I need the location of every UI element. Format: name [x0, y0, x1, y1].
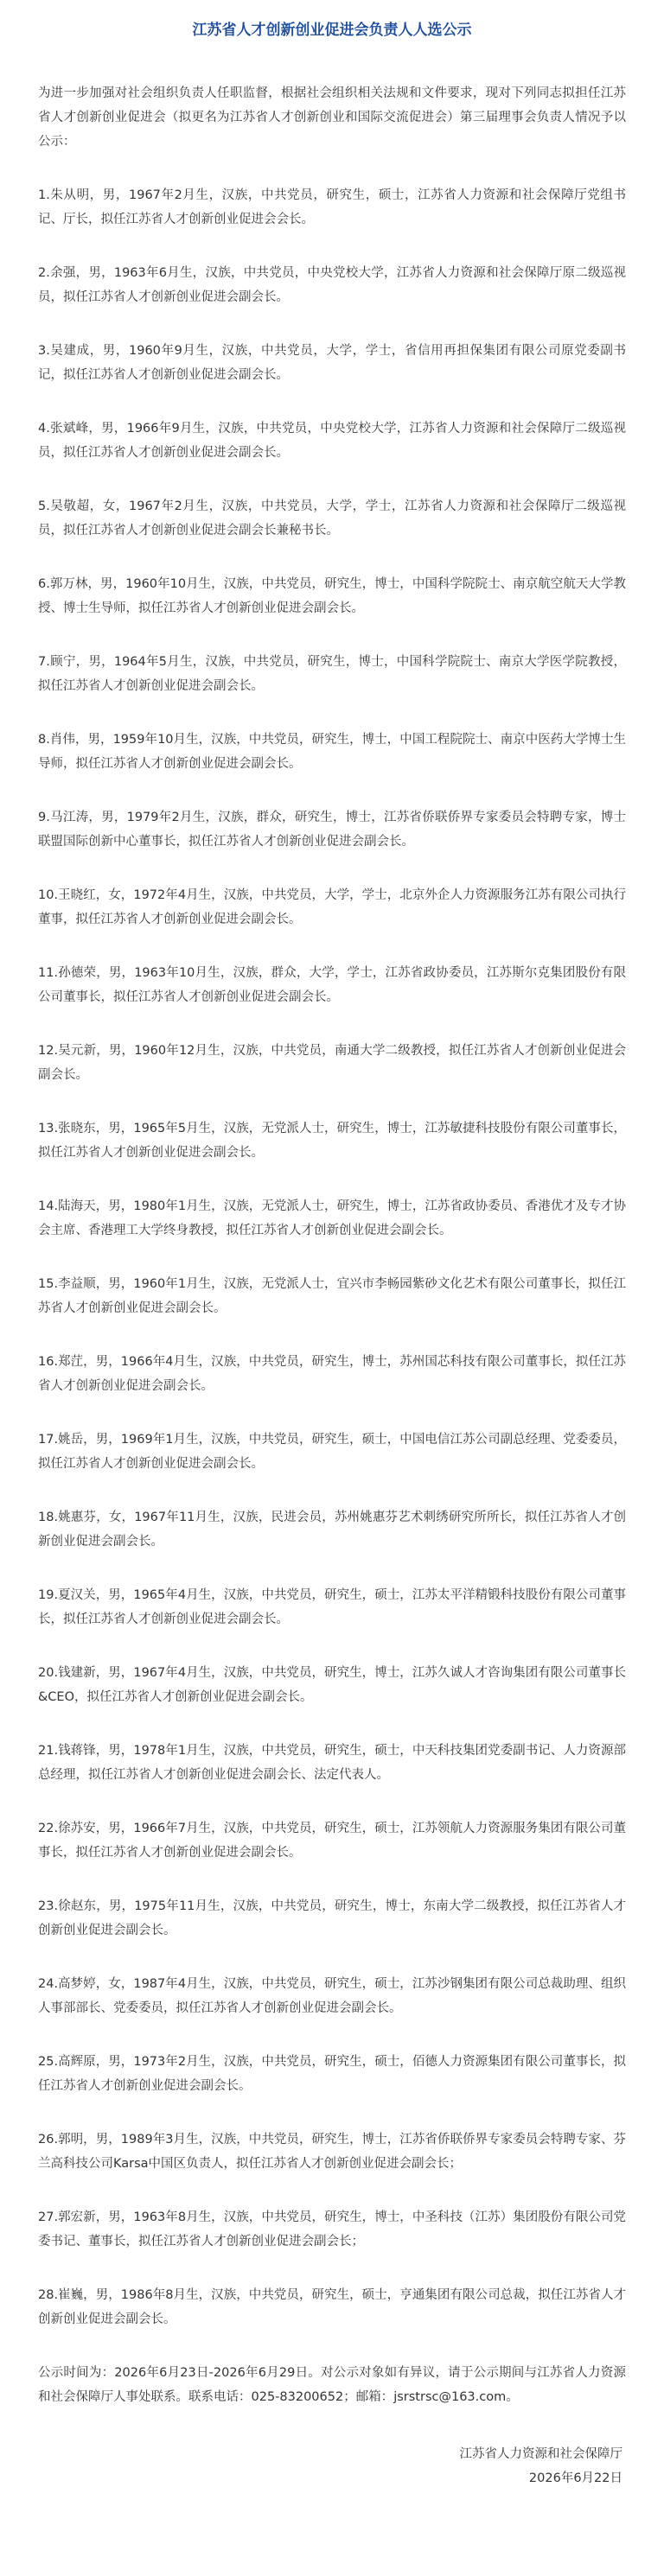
candidate-list: [38, 183, 626, 2331]
candidate-entry: 6.郭万林，男，1960年10月生，汉族，中共党员，研究生，博士，中国科学院院士、南京航空航天大学教授、博士生导师，拟任江苏省人才创新创业促进会副会长。: [38, 577, 626, 615]
candidate-entry: 26.郭明，男，1989年3月生，汉族，中共党员，研究生，博士，江苏省侨联侨界专家委员会特聘专家、芬兰高科技公司Karsa中国区负责人，拟任江苏省人才创新创业促进会副会长；: [38, 2133, 626, 2171]
candidate-entry: 7.顾宁，男，1964年5月生，汉族，中共党员，研究生，博士，中国科学院院士、南京大学医学院教授，拟任江苏省人才创新创业促进会副会长。: [38, 655, 626, 693]
candidate-entry: 12.吴元新，男，1960年12月生，汉族，中共党员，南通大学二级教授，拟任江苏省人才创新创业促进会副会长。: [38, 1044, 626, 1082]
candidate-entry: 20.钱建新，男，1967年4月生，汉族，中共党员，研究生，博士，江苏久诚人才咨询集团有限公司董事长&CEO，拟任江苏省人才创新创业促进会副会长。: [38, 1666, 626, 1704]
candidate-entry: 1.朱从明，男，1967年2月生，汉族，中共党员，研究生，硕士，江苏省人力资源和社会保障厅党组书记、厅长，拟任江苏省人才创新创业促进会会长。: [38, 188, 626, 226]
candidate-entry: 28.崔巍，男，1986年8月生，汉族，中共党员，研究生，硕士，亨通集团有限公司总裁，拟任江苏省人才创新创业促进会副会长。: [38, 2288, 626, 2326]
candidate-entry: 19.夏汉关，男，1965年4月生，汉族，中共党员，研究生，硕士，江苏太平洋精锻科技股份有限公司董事长，拟任江苏省人才创新创业促进会副会长。: [38, 1588, 626, 1626]
candidate-entry: 2.余强，男，1963年6月生，汉族，中共党员，中央党校大学，江苏省人力资源和社会保障厅原二级巡视员，拟任江苏省人才创新创业促进会副会长。: [38, 266, 626, 304]
candidate-entry: 27.郭宏新，男，1963年8月生，汉族，中共党员，研究生，博士，中圣科技（江苏）集团股份有限公司党委书记、董事长，拟任江苏省人才创新创业促进会副会长；: [38, 2210, 626, 2248]
candidate-entry: 25.高辉原，男，1973年2月生，汉族，中共党员，研究生，硕士，佰德人力资源集团有限公司董事长，拟任江苏省人才创新创业促进会副会长。: [38, 2055, 626, 2093]
candidate-entry: 18.姚惠芬，女，1967年11月生，汉族，民进会员，苏州姚惠芬艺术刺绣研究所所长，拟任江苏省人才创新创业促进会副会长。: [38, 1511, 626, 1549]
signature-date: 2026年6月22日: [528, 2471, 622, 2485]
candidate-entry: 15.李益顺，男，1960年1月生，汉族，无党派人士，宜兴市李畅园紫砂文化艺术有限公司董事长，拟任江苏省人才创新创业促进会副会长。: [38, 1277, 626, 1315]
intro-paragraph: 为进一步加强对社会组织负责人任职监督，根据社会组织相关法规和文件要求，现对下列同志拟担任江苏省人才创新创业促进会（拟更名为江苏省人才创新创业和国际交流促进会）第三届理事会负责人情况予以公示：: [38, 86, 626, 149]
candidate-entry: 24.高梦婷，女，1987年4月生，汉族，中共党员，研究生，硕士，江苏沙钢集团有限公司总裁助理、组织人事部部长、党委委员，拟任江苏省人才创新创业促进会副会长。: [38, 1977, 626, 2015]
candidate-entry: 21.钱蒋锋，男，1978年1月生，汉族，中共党员，研究生，硕士，中天科技集团党委副书记、人力资源部总经理，拟任江苏省人才创新创业促进会副会长、法定代表人。: [38, 1744, 626, 1782]
candidate-entry: 10.王晓红，女，1972年4月生，汉族，中共党员，大学，学士，北京外企人力资源服务江苏有限公司执行董事，拟任江苏省人才创新创业促进会副会长。: [38, 888, 626, 926]
candidate-entry: 14.陆海天，男，1980年1月生，汉族，无党派人士，研究生，博士，江苏省政协委员、香港优才及专才协会主席、香港理工大学终身教授，拟任江苏省人才创新创业促进会副会长。: [38, 1199, 626, 1237]
candidate-entry: 16.郑茳，男，1966年4月生，汉族，中共党员，研究生，博士，苏州国芯科技有限公司董事长，拟任江苏省人才创新创业促进会副会长。: [38, 1355, 626, 1393]
candidate-entry: 23.徐赵东，男，1975年11月生，汉族，中共党员，研究生，博士，东南大学二级教授，拟任江苏省人才创新创业促进会副会长。: [38, 1899, 626, 1937]
page-title: 江苏省人才创新创业促进会负责人人选公示: [192, 22, 472, 39]
candidate-entry: 9.马江涛，男，1979年2月生，汉族，群众，研究生，博士，江苏省侨联侨界专家委员会特聘专家，博士联盟国际创新中心董事长，拟任江苏省人才创新创业促进会副会长。: [38, 811, 626, 849]
candidate-entry: 13.张晓东，男，1965年5月生，汉族，无党派人士，研究生，博士，江苏敏捷科技股份有限公司董事长，拟任江苏省人才创新创业促进会副会长。: [38, 1122, 626, 1160]
candidate-entry: 17.姚岳，男，1969年1月生，汉族，中共党员，研究生，硕士，中国电信江苏公司副总经理、党委委员，拟任江苏省人才创新创业促进会副会长。: [38, 1433, 626, 1471]
candidate-entry: 8.肖伟，男，1959年10月生，汉族，中共党员，研究生，博士，中国工程院院士、南京中医药大学博士生导师，拟任江苏省人才创新创业促进会副会长。: [38, 733, 626, 771]
candidate-entry: 3.吴建成，男，1960年9月生，汉族，中共党员，大学，学士，省信用再担保集团有限公司原党委副书记，拟任江苏省人才创新创业促进会副会长。: [38, 344, 626, 382]
candidate-entry: 5.吴敬超，女，1967年2月生，汉族，中共党员，大学，学士，江苏省人力资源和社会保障厅二级巡视员，拟任江苏省人才创新创业促进会副会长兼秘书长。: [38, 499, 626, 537]
notice-paragraph: 公示时间为：2026年6月23日-2026年6月29日。对公示对象如有异议，请于公示期间与江苏省人力资源和社会保障厅人事处联系。联系电话：025-83200652；邮箱：jsrstrsc@163.com。: [38, 2366, 626, 2404]
candidate-entry: 22.徐苏安，男，1966年7月生，汉族，中共党员，研究生，硕士，江苏领航人力资源服务集团有限公司董事长，拟任江苏省人才创新创业促进会副会长。: [38, 1822, 626, 1860]
candidate-entry: 4.张斌峰，男，1966年9月生，汉族，中共党员，中央党校大学，江苏省人力资源和社会保障厅二级巡视员，拟任江苏省人才创新创业促进会副会长。: [38, 422, 626, 460]
signature-org: 江苏省人力资源和社会保障厅: [459, 2447, 622, 2461]
candidate-entry: 11.孙德荣，男，1963年10月生，汉族，群众，大学，学士，江苏省政协委员，江苏斯尔克集团股份有限公司董事长，拟任江苏省人才创新创业促进会副会长。: [38, 966, 626, 1004]
